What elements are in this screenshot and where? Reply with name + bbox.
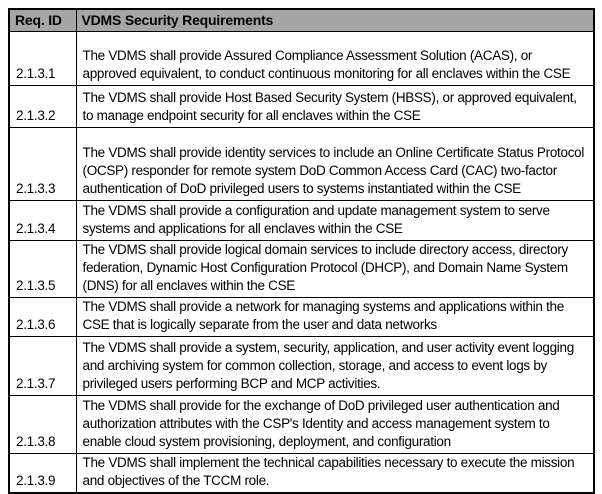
table-row <box>9 298 594 337</box>
req-id-column-header: Req. ID <box>9 9 76 32</box>
table-header-row <box>9 9 594 32</box>
table-row <box>9 86 594 128</box>
req-id-cell: 2.1.3.5 <box>9 241 76 298</box>
requirement-cell: The VDMS shall provide for the exchange of DoD privileged user authentication and authorization attributes with the CSP's Identity and access management system to enable cloud system provisioning, deployment, and configuration <box>76 396 594 454</box>
requirement-cell: The VDMS shall provide a configuration and update management system to serve systems and applications for all enclaves within the CSE <box>76 201 594 241</box>
requirement-cell: The VDMS shall provide Host Based Security System (HBSS), or approved equivalent, to manage endpoint security for all enclaves within the CSE <box>76 86 594 128</box>
requirement-cell: The VDMS shall provide identity services to include an Online Certificate Status Protocol (OCSP) responder for remote system DoD Common Access Card (CAC) two-factor authentication of DoD privileged users to systems instantiated within the CSE <box>76 128 594 201</box>
requirement-cell: The VDMS shall implement the technical capabilities necessary to execute the mission and objectives of the TCCM role. <box>76 454 594 494</box>
requirement-cell: The VDMS shall provide logical domain services to include directory access, directory federation, Dynamic Host Configuration Protocol (DHCP), and Domain Name System (DNS) for all enclaves within the CSE <box>76 241 594 298</box>
table-row <box>9 128 594 201</box>
req-id-cell: 2.1.3.3 <box>9 128 76 201</box>
requirements-column-header: VDMS Security Requirements <box>76 9 594 32</box>
requirement-cell: The VDMS shall provide Assured Compliance Assessment Solution (ACAS), or approved equivalent, to conduct continuous monitoring for all enclaves within the CSE <box>76 32 594 86</box>
table-row <box>9 454 594 494</box>
req-id-cell: 2.1.3.4 <box>9 201 76 241</box>
table-row <box>9 32 594 86</box>
requirement-cell: The VDMS shall provide a network for managing systems and applications within the CSE that is logically separate from the user and data networks <box>76 298 594 337</box>
table-row <box>9 396 594 454</box>
req-id-cell: 2.1.3.1 <box>9 32 76 86</box>
table-row <box>9 241 594 298</box>
table-row <box>9 201 594 241</box>
requirement-cell: The VDMS shall provide a system, security, application, and user activity event logging and archiving system for common collection, storage, and access to event logs by privileged users performing BCP and MCP activities. <box>76 337 594 396</box>
table-row <box>9 337 594 396</box>
req-id-cell: 2.1.3.7 <box>9 337 76 396</box>
req-id-cell: 2.1.3.8 <box>9 396 76 454</box>
req-id-cell: 2.1.3.2 <box>9 86 76 128</box>
req-id-cell: 2.1.3.6 <box>9 298 76 337</box>
req-id-cell: 2.1.3.9 <box>9 454 76 494</box>
requirements-table <box>8 8 595 494</box>
